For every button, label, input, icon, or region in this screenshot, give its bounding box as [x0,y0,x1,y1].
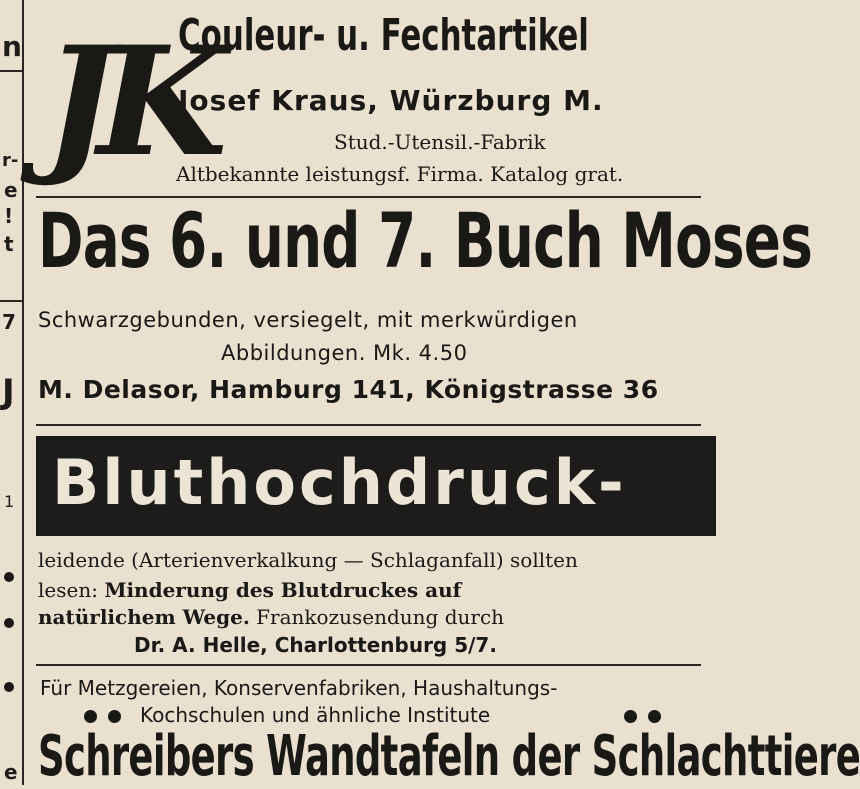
helle-line-3 [38,605,504,629]
delasor-address: M. Delasor, Hamburg 141, Königstrasse 36 [38,375,659,404]
helle-line-1: leidende (Arterienverkalkung — Schlaganfall) sollten [38,548,578,572]
margin-bullet [4,618,14,628]
column-divider [22,0,24,785]
bullet-dot [108,710,121,723]
margin-bullet [4,572,14,582]
margin-rule [0,70,22,72]
helle-banner-text: Bluthochdruck- [52,446,627,519]
helle-address: Dr. A. Helle, Charlottenburg 5/7. [134,633,497,657]
margin-text: e [4,760,18,784]
bullet-dot [648,710,661,723]
kraus-firm-line: Altbekannte leistungsf. Firma. Katalog grat. [176,162,624,186]
margin-text: ! [4,204,14,228]
margin-bullet [4,682,14,692]
helle-line-3-bold: natürlichem Wege. [38,605,250,629]
helle-line-3-rest: Frankozusendung durch [249,605,505,629]
ad-separator [36,424,701,426]
kraus-monogram-logo: JK [44,14,210,190]
helle-line-2-prefix: lesen: [38,578,105,602]
margin-text: t [4,232,14,256]
helle-line-2 [38,578,461,602]
schreiber-title: Schreibers Wandtafeln der Schlachttiere [38,724,860,789]
margin-text: 1 [4,492,15,511]
delasor-title: Das 6. und 7. Buch Moses [38,196,813,285]
margin-text: J [2,372,15,412]
bullet-dot [624,710,637,723]
delasor-price-line: Abbildungen. Mk. 4.50 [221,341,468,365]
margin-text: n [2,30,22,63]
margin-text: e [4,178,18,202]
bullet-dot [84,710,97,723]
schreiber-line-2-text: Kochschulen und ähnliche Institute [140,703,491,727]
kraus-subtitle: Stud.-Utensil.-Fabrik [334,130,546,154]
ad-separator [36,664,701,666]
kraus-name: Josef Kraus, Würzburg M. [178,84,604,117]
delasor-description: Schwarzgebunden, versiegelt, mit merkwürdigen [38,308,578,332]
margin-rule [0,300,22,302]
kraus-title: Couleur- u. Fechtartikel [178,10,589,61]
helle-line-2-bold: Minderung des Blutdruckes auf [104,578,462,602]
margin-text: r- [2,150,19,171]
margin-text: 7 [2,310,16,334]
schreiber-line-1: Für Metzgereien, Konservenfabriken, Haushaltungs- [40,676,558,700]
